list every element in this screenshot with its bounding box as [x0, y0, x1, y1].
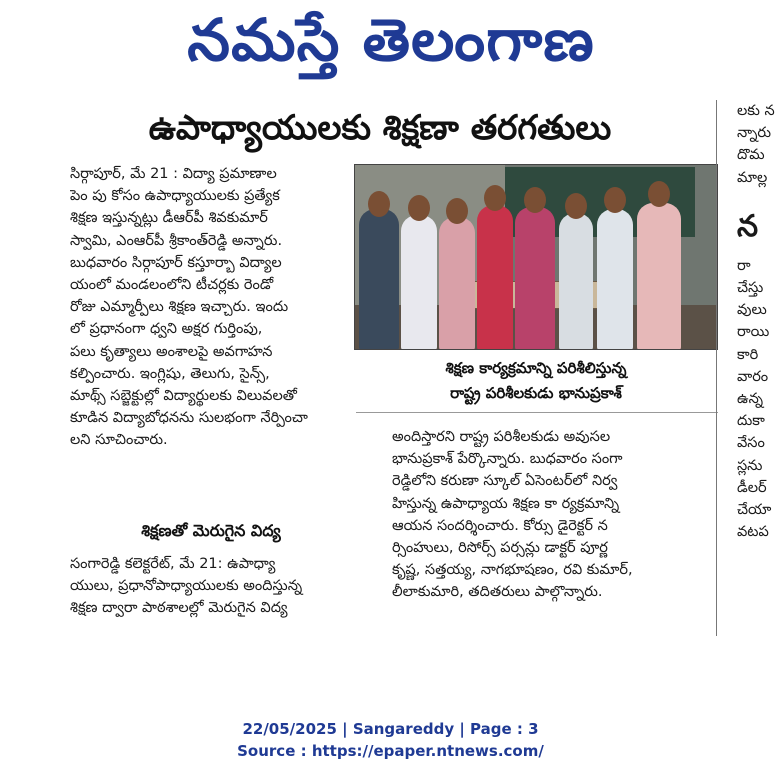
body-text-line: యులు, ప్రధానోపాధ్యాయులకు అందిస్తున్న: [70, 578, 303, 595]
photo-person: [515, 207, 555, 350]
photo-person-head: [524, 187, 546, 213]
article-photo: [354, 164, 718, 350]
middle-column: [392, 426, 719, 604]
adjacent-article-line: స్లను: [737, 457, 763, 474]
body-text-line: అందిస్తారని రాష్ట్ర పరిశీలకుడు అవుసల: [392, 429, 611, 445]
body-text-line: కృష్ణ, సత్తయ్య, నాగభూషణం, రవి కుమార్,: [392, 562, 633, 579]
left-column-second-article: [70, 553, 352, 620]
photo-caption-line: రాష్ట్ర పరిశీలకుడు భానుప్రకాశ్: [450, 384, 622, 402]
body-text-line: సంగారెడ్డి కలెక్టరేట్, మే 21: ఉపాధ్యా: [70, 556, 276, 572]
body-text-line: కల్పించారు. ఇంగ్లిషు, తెలుగు, సైన్స్,: [70, 365, 270, 382]
adjacent-article-line: చేస్తు: [737, 280, 764, 297]
adjacent-article-line: డీలర్: [737, 479, 767, 496]
adjacent-article-heading: న: [737, 208, 759, 244]
body-text-line: స్వామి, ఎంఆర్‌పీ శ్రీకాంత్‌రెడ్డి అన్నారు.: [70, 232, 283, 249]
article-headline: ఉపాధ్యాయులకు శిక్షణా తరగతులు: [148, 108, 612, 148]
right-column-fragment: [737, 100, 781, 640]
adjacent-article-line: దుకా: [737, 413, 765, 430]
photo-person-head: [648, 181, 670, 207]
body-text-line: లో ప్రధానంగా ధ్వని అక్షర గుర్తింపు,: [70, 321, 263, 338]
adjacent-article-line: న్నారు: [737, 125, 771, 142]
adjacent-article-line: వేసం: [737, 435, 765, 452]
photo-person-head: [484, 185, 506, 211]
adjacent-article-line: లకు న: [737, 103, 775, 119]
photo-person: [477, 205, 513, 350]
photo-person-head: [368, 191, 390, 217]
body-text-line: లీలాకుమారి, తదితరులు పాల్గొన్నారు.: [392, 584, 603, 601]
photo-person: [559, 213, 593, 350]
body-text-line: పెం పు కోసం ఉపాధ్యాయులకు ప్రత్యేక: [70, 188, 280, 205]
adjacent-article-line: వులు: [737, 302, 767, 319]
adjacent-article-line: వారం: [737, 368, 769, 385]
body-text-line: యంలో మండలంలోని టీచర్లకు రెండో: [70, 277, 274, 294]
photo-caption-line: శిక్షణ కార్యక్రమాన్ని పరిశీలిస్తున్న: [445, 359, 627, 377]
photo-person: [597, 209, 633, 350]
body-text-line: లని సూచించారు.: [70, 432, 168, 449]
photo-person-head: [408, 195, 430, 221]
newspaper-title: నమస్తే తెలంగాణ: [186, 6, 595, 74]
adjacent-article-line: దొమ: [737, 147, 765, 164]
adjacent-article-line: రా: [737, 257, 751, 274]
body-text-line: రెడ్డిలోని కరుణా స్కూల్ ఏసెంటర్‌లో నిర్వ: [392, 473, 618, 490]
body-text-line: పలు కృత్యాలు అంశాలపై అవగాహన: [70, 343, 273, 360]
adjacent-article-line: చేయా: [737, 502, 772, 519]
footer-date-edition: 22/05/2025 | Sangareddy | Page : 3: [242, 720, 539, 738]
body-text-line: బుధవారం సిర్గాపూర్ కస్తూర్బా విద్యాల: [70, 254, 282, 271]
adjacent-article-line: రాయి: [737, 324, 770, 341]
adjacent-article-line: మాల్ల: [737, 169, 768, 186]
photo-person: [637, 203, 681, 350]
photo-person-head: [565, 193, 587, 219]
body-text-line: ర్సింహులు, రిసోర్స్ పర్సన్లు డాక్టర్ పూర్ణ: [392, 540, 608, 557]
adjacent-article-line: కారి: [737, 346, 759, 363]
masthead: [0, 0, 781, 78]
caption-divider: [356, 412, 718, 413]
photo-person-head: [604, 187, 626, 213]
body-text-line: భానుప్రకాశ్ పేర్కొన్నారు. బుధవారం సంగా: [392, 451, 623, 468]
adjacent-article-line: ఉన్న: [737, 391, 764, 408]
body-text-line: కూడిన విద్యాబోధనను సులభంగా నేర్పించా: [70, 410, 308, 427]
photo-person: [401, 215, 437, 350]
left-column: [70, 163, 352, 452]
body-text-line: ఆయన సందర్శించారు. కోర్సు డైరెక్టర్ న: [392, 517, 608, 534]
body-text-line: మాథ్స్ సబ్జెక్టుల్లో విద్యార్థులకు విలువలతో: [70, 388, 297, 405]
footer-source: Source : https://epaper.ntnews.com/: [237, 742, 544, 760]
body-text-line: సిర్గాపూర్, మే 21 : విద్యా ప్రమాణాల: [70, 166, 277, 182]
photo-person: [359, 209, 399, 350]
body-text-line: శిక్షణ ద్వారా పాఠశాలల్లో మెరుగైన విద్య: [70, 600, 288, 617]
body-text-line: రోజు ఎమ్మార్పీలు శిక్షణ ఇచ్చారు. ఇందు: [70, 299, 289, 316]
article-subheading: శిక్షణతో మెరుగైన విద్య: [141, 521, 281, 540]
column-divider: [716, 100, 717, 636]
body-text-line: శిక్షణ ఇస్తున్నట్లు డీఆర్‌పీ శివకుమార్: [70, 210, 268, 227]
photo-person-head: [446, 198, 468, 224]
photo-caption: [356, 356, 716, 406]
adjacent-article-line: వటప: [737, 524, 769, 541]
photo-person: [439, 217, 475, 350]
body-text-line: హిస్తున్న ఉపాధ్యాయ శిక్షణ కా ర్యక్రమాన్ని: [392, 495, 620, 512]
